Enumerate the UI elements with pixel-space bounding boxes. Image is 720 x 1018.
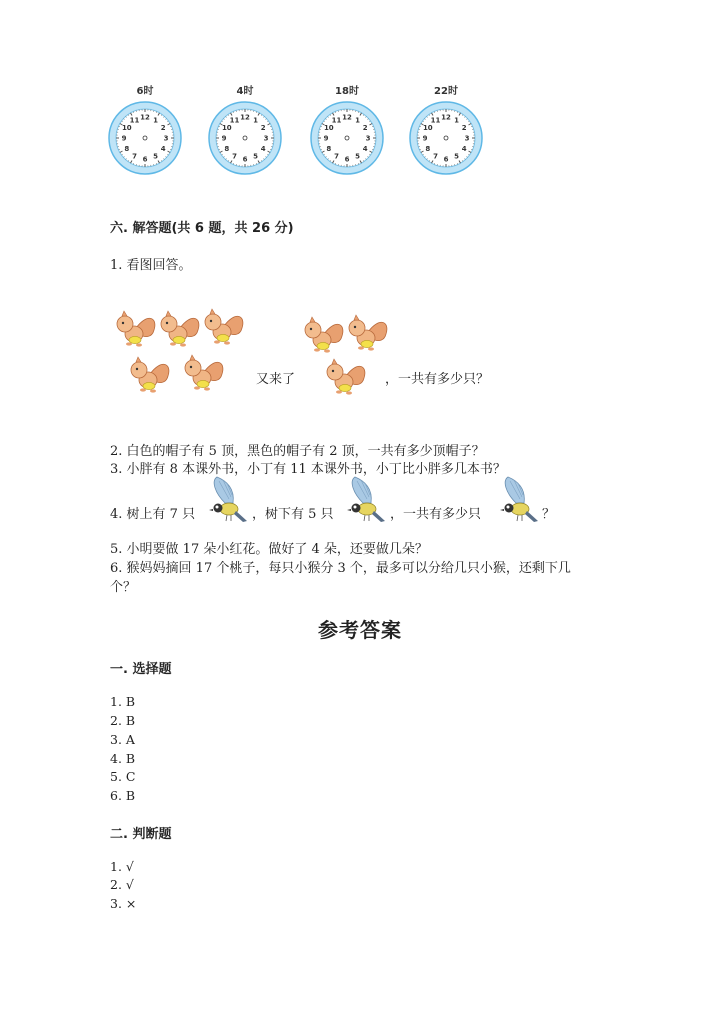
q4-part-d: ？ [542, 507, 556, 522]
clock-number: 5 [454, 152, 459, 161]
clock-number: 8 [425, 145, 431, 153]
answer-item: 3. × [110, 896, 137, 911]
clock-number: 11 [430, 116, 441, 125]
clock-number: 2 [160, 124, 166, 132]
clock-18 [302, 84, 392, 176]
answer-item: 2. √ [110, 877, 134, 892]
clock-number: 12 [240, 113, 250, 122]
q4-part-c: ，一共有多少只 [390, 507, 482, 522]
bird-icon [496, 475, 542, 533]
clock-number: 1 [355, 116, 360, 125]
clock-number: 8 [326, 145, 332, 153]
clock-number: 10 [323, 124, 334, 132]
clock-number: 7 [132, 152, 137, 161]
clock-number: 2 [461, 124, 467, 132]
squirrel-icon [117, 311, 155, 347]
clock-22 [401, 84, 491, 176]
q1-mid-text: 又来了 [256, 372, 296, 387]
squirrel-icon [185, 355, 223, 391]
clock-number: 8 [124, 145, 130, 153]
answer-item: 2. B [110, 713, 136, 728]
clock-6 [100, 84, 190, 176]
clock-number: 12 [342, 113, 352, 122]
clock-number: 5 [253, 152, 258, 161]
squirrel-icon [305, 317, 343, 353]
answer-item: 6. B [110, 788, 136, 803]
clock-4 [200, 84, 290, 176]
answer-item: 5. C [110, 769, 136, 784]
clock-number: 10 [221, 124, 232, 132]
clock-number: 11 [331, 116, 342, 125]
clock-number: 12 [441, 113, 451, 122]
clock-number: 4 [260, 145, 266, 153]
clock-number: 4 [461, 145, 467, 153]
squirrel-group-top-right [300, 312, 396, 356]
clock-number: 7 [232, 152, 237, 161]
clock-number: 9 [121, 134, 127, 143]
clock-label: 6时 [136, 86, 154, 97]
clock-number: 10 [422, 124, 433, 132]
clock-label: 22时 [434, 86, 458, 97]
clock-number: 7 [433, 152, 438, 161]
clock-number: 9 [323, 134, 329, 143]
clock-number: 6 [242, 155, 248, 164]
clock-number: 5 [355, 152, 360, 161]
clock-label: 18时 [335, 86, 359, 97]
squirrel-group-bottom-left [126, 352, 256, 396]
squirrel-icon [131, 357, 169, 393]
squirrel-group-top-left [112, 306, 252, 350]
clock-number: 9 [221, 134, 227, 143]
q4-part-a: 4. 树上有 7 只 [110, 507, 196, 522]
clock-number: 2 [260, 124, 266, 132]
question-1: 1. 看图回答。 [110, 258, 192, 273]
section-title: 六. 解答题(共 6 题，共 26 分) [110, 221, 294, 236]
answer-item: 4. B [110, 751, 136, 766]
squirrel-icon [161, 311, 199, 347]
squirrel-group-bottom-right [322, 356, 372, 400]
clock-number: 11 [229, 116, 240, 125]
clock-number: 4 [160, 145, 166, 153]
q1-tail-text: ，一共有多少只？ [385, 372, 490, 387]
answer-item: 1. B [110, 694, 136, 709]
clock-number: 3 [163, 134, 169, 143]
clock-label: 4时 [236, 86, 254, 97]
clock-number: 1 [253, 116, 258, 125]
answer-part2-title: 二. 判断题 [110, 827, 172, 842]
answer-part1-title: 一. 选择题 [110, 662, 172, 677]
clock-number: 12 [140, 113, 150, 122]
question-3: 3. 小胖有 8 本课外书，小丁有 11 本课外书，小丁比小胖多几本书？ [110, 462, 506, 477]
question-2: 2. 白色的帽子有 5 顶，黑色的帽子有 2 顶，一共有多少顶帽子？ [110, 444, 485, 459]
clock-face [207, 100, 283, 176]
question-5: 5. 小明要做 17 朵小红花。做好了 4 朵，还要做几朵？ [110, 542, 428, 557]
clock-number: 9 [422, 134, 428, 143]
clock-face [107, 100, 183, 176]
squirrel-icon [205, 309, 243, 345]
answer-item: 1. √ [110, 859, 134, 874]
clock-number: 11 [129, 116, 140, 125]
clock-face [309, 100, 385, 176]
squirrel-icon [327, 359, 365, 395]
clock-number: 3 [464, 134, 470, 143]
question-6-line-1: 6. 猴妈妈摘回 17 个桃子，每只小猴分 3 个，最多可以分给几只小猴，还剩下几 [110, 561, 571, 576]
q4-part-b: ，树下有 5 只 [252, 507, 334, 522]
clock-number: 3 [365, 134, 371, 143]
clock-face [408, 100, 484, 176]
clock-number: 6 [344, 155, 350, 164]
question-6-line-2: 个？ [110, 580, 137, 595]
clock-number: 1 [153, 116, 158, 125]
clock-number: 10 [121, 124, 132, 132]
clock-number: 5 [153, 152, 158, 161]
squirrel-icon [349, 315, 387, 351]
clock-number: 6 [142, 155, 148, 164]
clock-number: 2 [362, 124, 368, 132]
clock-number: 4 [362, 145, 368, 153]
answer-title: 参考答案 [318, 618, 402, 642]
clock-number: 1 [454, 116, 459, 125]
bird-icon [205, 475, 251, 533]
answer-item: 3. A [110, 732, 135, 747]
bird-icon [343, 475, 389, 533]
clock-number: 3 [263, 134, 269, 143]
clock-number: 8 [224, 145, 230, 153]
clock-number: 7 [334, 152, 339, 161]
clock-number: 6 [443, 155, 449, 164]
